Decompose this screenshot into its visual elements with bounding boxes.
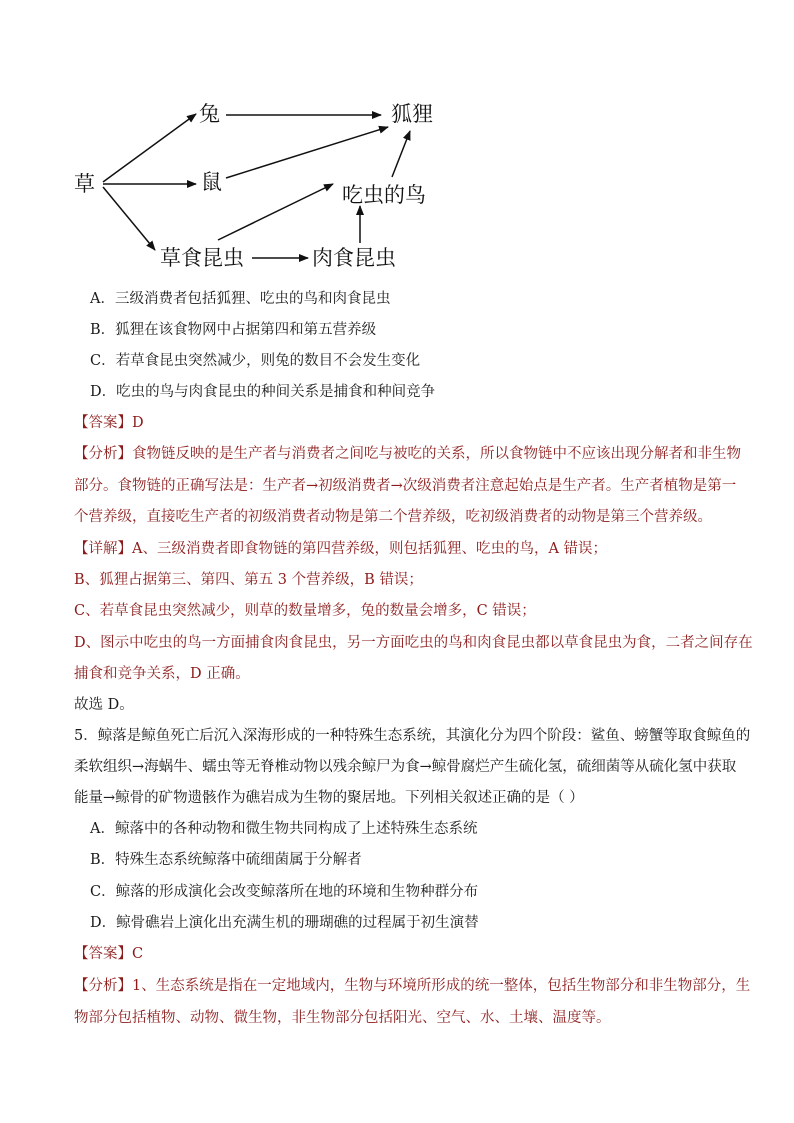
node-rabbit: 兔 [199,102,220,126]
q4-detail-line-3: C、若草食昆虫突然减少，则草的数量增多，兔的数量会增多，C 错误； [74,603,536,619]
q4-option-d: D．吃虫的鸟与肉食昆虫的种间关系是捕食和种间竞争 [90,384,436,400]
q4-detail-tag: 【详解】 [74,541,132,557]
arrow-mouse-fox [226,127,388,178]
q5-answer-value: C [132,946,144,962]
node-bird: 吃虫的鸟 [342,183,426,207]
q5-analysis-line-2: 物部分包括植物、动物、微生物，非生物部分包括阳光、空气、水、土壤、温度等。 [74,1010,611,1026]
q4-analysis-text-1: 食物链反映的是生产者与消费者之间吃与被吃的关系，所以食物链中不应该出现分解者和非生物 [132,446,741,462]
q4-analysis-line-3: 个营养级，直接吃生产者的初级消费者动物是第二个营养级，吃初级消费者的动物是第三个营养级。 [74,509,712,525]
node-herb-insect: 草食昆虫 [160,246,244,270]
q4-conclusion: 故选 D。 [74,697,134,713]
q5-analysis-tag: 【分析】 [74,978,132,994]
q4-analysis-tag: 【分析】 [74,446,132,462]
q4-option-a: A．三级消费者包括狐狸、吃虫的鸟和肉食昆虫 [90,291,391,307]
node-carn-insect: 肉食昆虫 [312,246,396,270]
q4-analysis-line-1 [74,447,741,462]
node-grass: 草 [74,172,95,196]
q4-answer-value: D [132,415,144,431]
q5-stem-line-2: 柔软组织→海蜗牛、蠕虫等无脊椎动物以残余鲸尸为食→鲸骨腐烂产生硫化氢，硫细菌等从硫化氢中获取 [74,759,737,775]
q4-option-c: C．若草食昆虫突然减少，则兔的数目不会发生变化 [90,353,421,369]
q5-option-b: B．特殊生态系统鲸落中硫细菌属于分解者 [90,852,362,868]
q5-analysis-text-1: 1、生态系统是指在一定地域内，生物与环境所形成的统一整体，包括生物部分和非生物部分，生 [132,978,751,994]
arrow-bird-fox [392,131,410,177]
q4-detail-line-2: B、狐狸占据第三、第四、第五 3 个营养级，B 错误； [74,572,423,588]
q4-detail-line-4: D、图示中吃虫的鸟一方面捕食肉食昆虫，另一方面吃虫的鸟和肉食昆虫都以草食昆虫为食，二者之间存在 [74,635,753,651]
arrow-herb-insect-bird [218,184,333,240]
food-web-diagram [0,0,794,290]
q5-option-d: D．鲸骨礁岩上演化出充满生机的珊瑚礁的过程属于初生演替 [90,915,479,931]
node-fox: 狐狸 [391,102,433,126]
q4-answer-tag: 【答案】 [74,415,132,431]
q4-answer [74,416,144,431]
q4-detail-text-1: A、三级消费者即食物链的第四营养级，则包括狐狸、吃虫的鸟，A 错误； [132,541,608,557]
q5-stem-line-3: 能量→鲸骨的矿物遗骸作为礁岩成为生物的聚居地。下列相关叙述正确的是（ ） [74,790,584,806]
node-mouse: 鼠 [201,170,222,194]
food-web-arrows [0,0,794,290]
q4-detail-line-1 [74,542,607,557]
q5-answer [74,947,143,962]
q5-answer-tag: 【答案】 [74,946,132,962]
q5-option-c: C．鲸落的形成演化会改变鲸落所在地的环境和生物种群分布 [90,884,479,900]
q5-stem-line-1: 5．鲸落是鲸鱼死亡后沉入深海形成的一种特殊生态系统，其演化分为四个阶段：鲨鱼、螃蟹等取食鲸鱼的 [74,728,751,744]
q4-option-b: B．狐狸在该食物网中占据第四和第五营养级 [90,322,377,338]
q5-option-a: A．鲸落中的各种动物和微生物共同构成了上述特殊生态系统 [90,821,478,837]
arrow-grass-herb-insect [103,187,155,250]
q4-analysis-line-2: 部分。食物链的正确写法是：生产者→初级消费者→次级消费者注意起始点是生产者。生产者植物是第一 [74,478,737,494]
q4-detail-line-5: 捕食和竞争关系，D 正确。 [74,666,250,682]
arrow-grass-rabbit [103,114,196,182]
q5-analysis-line-1 [74,979,750,994]
